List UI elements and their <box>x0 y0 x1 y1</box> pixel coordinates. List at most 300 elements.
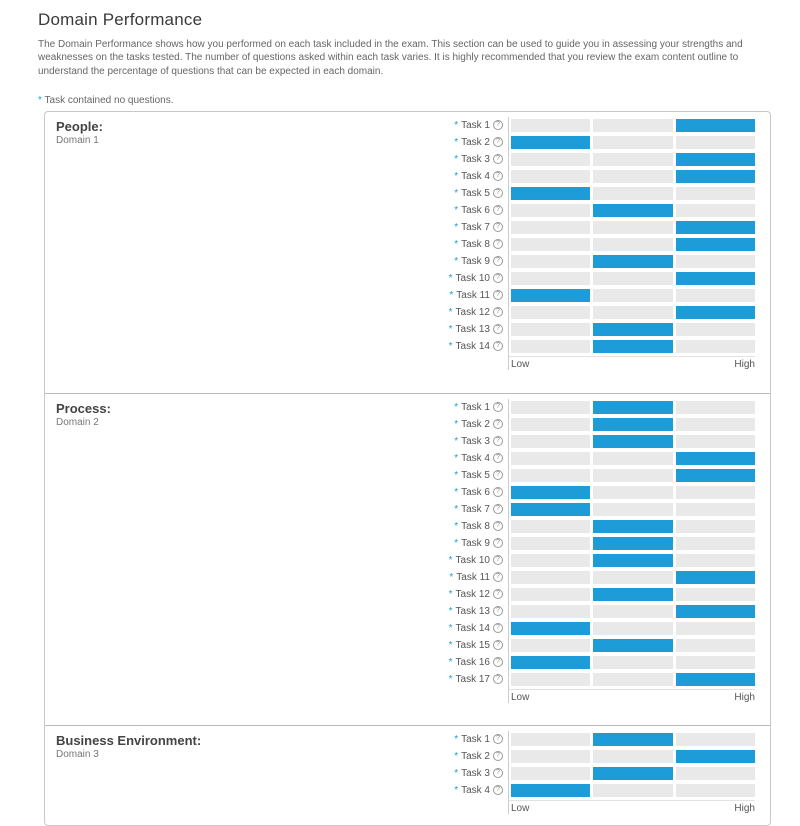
task-bar-row <box>509 731 755 748</box>
task-label-row <box>450 552 508 569</box>
task-bar-row <box>509 501 755 518</box>
task-bar-track <box>509 221 755 234</box>
task-bar-segment <box>676 340 755 353</box>
domain-title: Business Environment: <box>56 732 202 748</box>
task-bar-fill <box>676 238 755 251</box>
task-bar-segment <box>676 401 755 414</box>
task-label-row <box>450 321 508 338</box>
task-label-row <box>450 219 508 236</box>
task-label-row <box>450 202 508 219</box>
task-bar-fill <box>593 401 672 414</box>
task-bar-track <box>509 767 755 780</box>
task-bar-segment <box>593 452 672 465</box>
task-bar-segment <box>511 340 590 353</box>
task-info-icon[interactable]: ? <box>493 324 503 334</box>
task-info-icon[interactable]: ? <box>493 256 503 266</box>
domain-task-chart <box>450 731 755 814</box>
task-bar-row <box>509 219 755 236</box>
task-bar-segment <box>511 272 590 285</box>
task-label: Task 16 <box>455 656 490 668</box>
task-bar-track <box>509 605 755 618</box>
task-bar-row <box>509 399 755 416</box>
task-bar-track <box>509 750 755 763</box>
task-bar-segment <box>676 537 755 550</box>
task-bar-segment <box>676 588 755 601</box>
task-bar-segment <box>593 306 672 319</box>
task-bar-track <box>509 520 755 533</box>
task-bar-fill <box>593 588 672 601</box>
task-bar-fill <box>593 639 672 652</box>
task-bar-segment <box>593 136 672 149</box>
task-label: Task 12 <box>455 588 490 600</box>
task-asterisk-marker: * <box>454 170 459 182</box>
task-label-row <box>450 433 508 450</box>
task-label: Task 12 <box>455 306 490 318</box>
task-bar-fill <box>676 221 755 234</box>
task-info-icon[interactable]: ? <box>493 572 503 582</box>
task-label-row <box>450 151 508 168</box>
axis-high-label: High <box>734 358 755 370</box>
task-bar-row <box>509 168 755 185</box>
footnote <box>38 95 771 106</box>
task-bar-row <box>509 304 755 321</box>
task-bar-fill <box>676 750 755 763</box>
task-label-row <box>450 416 508 433</box>
task-bar-column <box>508 731 755 814</box>
task-bar-fill <box>676 170 755 183</box>
task-bar-segment <box>511 323 590 336</box>
task-bar-fill <box>676 119 755 132</box>
task-label-row <box>450 338 508 355</box>
task-bar-segment <box>511 537 590 550</box>
task-label-row <box>450 518 508 535</box>
task-bar-row <box>509 782 755 799</box>
task-label: Task 8 <box>461 520 490 532</box>
task-label-column <box>450 399 508 703</box>
task-label: Task 6 <box>461 204 490 216</box>
task-label-row <box>450 535 508 552</box>
task-bar-row <box>509 637 755 654</box>
task-info-icon[interactable]: ? <box>493 436 503 446</box>
task-bar-segment <box>511 554 590 567</box>
task-bar-segment <box>511 767 590 780</box>
task-bar-segment <box>593 170 672 183</box>
task-bar-row <box>509 671 755 688</box>
task-bar-fill <box>676 469 755 482</box>
domain-section-process <box>45 393 770 725</box>
task-bar-segment <box>676 733 755 746</box>
task-bar-segment <box>511 733 590 746</box>
task-bar-segment <box>593 656 672 669</box>
task-bar-track <box>509 272 755 285</box>
domain-title: People: <box>56 118 103 134</box>
axis-low-label: Low <box>511 358 530 370</box>
task-info-icon[interactable]: ? <box>493 768 503 778</box>
axis-low-label: Low <box>511 802 530 814</box>
task-bar-track <box>509 571 755 584</box>
task-bar-fill <box>676 571 755 584</box>
task-asterisk-marker: * <box>454 401 459 413</box>
task-asterisk-marker: * <box>454 418 459 430</box>
task-bar-fill <box>511 289 590 302</box>
task-label: Task 9 <box>461 255 490 267</box>
task-label: Task 7 <box>461 503 490 515</box>
footnote-text: Task contained no questions. <box>44 94 174 106</box>
task-bar-row <box>509 134 755 151</box>
task-bar-row <box>509 151 755 168</box>
task-label-row <box>450 253 508 270</box>
task-bar-row <box>509 338 755 355</box>
task-bar-segment <box>593 153 672 166</box>
task-bar-segment <box>511 588 590 601</box>
task-asterisk-marker: * <box>454 153 459 165</box>
task-bar-fill <box>593 323 672 336</box>
task-bar-track <box>509 733 755 746</box>
task-asterisk-marker: * <box>454 469 459 481</box>
task-bar-row <box>509 654 755 671</box>
task-label: Task 13 <box>455 605 490 617</box>
task-info-icon[interactable]: ? <box>493 222 503 232</box>
task-bar-row <box>509 253 755 270</box>
task-label: Task 17 <box>455 673 490 685</box>
task-bar-track <box>509 238 755 251</box>
task-asterisk-marker: * <box>454 221 459 233</box>
task-bar-fill <box>676 272 755 285</box>
task-bar-segment <box>593 605 672 618</box>
task-bar-segment <box>593 119 672 132</box>
task-info-icon[interactable]: ? <box>493 640 503 650</box>
task-label: Task 1 <box>461 733 490 745</box>
task-bar-segment <box>676 204 755 217</box>
task-info-icon[interactable]: ? <box>493 137 503 147</box>
task-bar-segment <box>593 673 672 686</box>
task-label-column <box>450 117 508 370</box>
page-title: Domain Performance <box>38 10 203 29</box>
task-bar-row <box>509 552 755 569</box>
task-asterisk-marker: * <box>448 673 453 685</box>
domain-section-business-environment <box>45 725 770 825</box>
task-bar-segment <box>676 784 755 797</box>
task-asterisk-marker: * <box>454 784 459 796</box>
domain-subtitle: Domain 3 <box>56 748 99 760</box>
task-bar-row <box>509 765 755 782</box>
task-label-row <box>450 304 508 321</box>
task-label-row <box>450 467 508 484</box>
task-bar-segment <box>593 272 672 285</box>
task-asterisk-marker: * <box>454 750 459 762</box>
task-asterisk-marker: * <box>454 767 459 779</box>
task-asterisk-marker: * <box>454 119 459 131</box>
task-bar-segment <box>676 622 755 635</box>
task-bar-row <box>509 185 755 202</box>
task-bar-segment <box>511 750 590 763</box>
task-info-icon[interactable]: ? <box>493 239 503 249</box>
task-bar-fill <box>593 733 672 746</box>
task-bar-segment <box>676 187 755 200</box>
task-bar-track <box>509 673 755 686</box>
task-bar-fill <box>511 622 590 635</box>
task-asterisk-marker: * <box>449 289 454 301</box>
task-bar-segment <box>593 622 672 635</box>
task-bar-track <box>509 469 755 482</box>
task-label-row <box>450 236 508 253</box>
task-bar-fill <box>676 306 755 319</box>
task-info-icon[interactable]: ? <box>493 734 503 744</box>
task-asterisk-marker: * <box>454 520 459 532</box>
task-info-icon[interactable]: ? <box>493 504 503 514</box>
task-bar-segment <box>593 469 672 482</box>
task-bar-row <box>509 586 755 603</box>
task-info-icon[interactable]: ? <box>493 487 503 497</box>
task-bar-fill <box>511 486 590 499</box>
task-bar-segment <box>511 238 590 251</box>
task-label: Task 3 <box>461 435 490 447</box>
task-bar-segment <box>676 554 755 567</box>
task-info-icon[interactable]: ? <box>493 188 503 198</box>
task-asterisk-marker: * <box>449 571 454 583</box>
task-asterisk-marker: * <box>454 733 459 745</box>
task-info-icon[interactable]: ? <box>493 341 503 351</box>
task-bar-track <box>509 588 755 601</box>
task-label-row <box>450 501 508 518</box>
task-asterisk-marker: * <box>448 622 453 634</box>
task-bar-segment <box>511 418 590 431</box>
task-label: Task 10 <box>455 554 490 566</box>
task-bar-segment <box>511 571 590 584</box>
task-bar-segment <box>676 656 755 669</box>
task-bar-track <box>509 554 755 567</box>
task-bar-track <box>509 537 755 550</box>
task-bar-row <box>509 202 755 219</box>
domain-subtitle: Domain 2 <box>56 416 99 428</box>
task-asterisk-marker: * <box>448 588 453 600</box>
task-info-icon[interactable]: ? <box>493 154 503 164</box>
task-bar-fill <box>593 767 672 780</box>
task-bar-row <box>509 416 755 433</box>
axis-low-label: Low <box>511 691 530 703</box>
task-label: Task 5 <box>461 187 490 199</box>
task-bar-segment <box>593 187 672 200</box>
task-label-row <box>450 168 508 185</box>
task-label-row <box>450 637 508 654</box>
task-bar-row <box>509 433 755 450</box>
task-label-row <box>450 569 508 586</box>
task-bar-row <box>509 569 755 586</box>
task-asterisk-marker: * <box>454 255 459 267</box>
task-info-icon[interactable]: ? <box>493 674 503 684</box>
task-bar-segment <box>511 204 590 217</box>
task-bar-track <box>509 418 755 431</box>
task-label: Task 14 <box>455 340 490 352</box>
task-label-row <box>450 654 508 671</box>
task-label-row <box>450 782 508 799</box>
task-bar-segment <box>676 435 755 448</box>
task-bar-fill <box>593 435 672 448</box>
task-info-icon[interactable]: ? <box>493 589 503 599</box>
task-bar-row <box>509 467 755 484</box>
task-label-row <box>450 586 508 603</box>
task-label: Task 11 <box>456 289 490 301</box>
task-info-icon[interactable]: ? <box>493 307 503 317</box>
task-asterisk-marker: * <box>448 272 453 284</box>
task-bar-track <box>509 153 755 166</box>
task-bar-segment <box>676 503 755 516</box>
task-bar-fill <box>593 520 672 533</box>
task-label: Task 2 <box>461 418 490 430</box>
task-label-row <box>450 765 508 782</box>
task-bar-track <box>509 204 755 217</box>
task-info-icon[interactable]: ? <box>493 657 503 667</box>
axis-high-label: High <box>734 802 755 814</box>
task-bar-row <box>509 748 755 765</box>
task-label-row <box>450 620 508 637</box>
task-bar-segment <box>676 486 755 499</box>
task-bar-segment <box>593 289 672 302</box>
task-asterisk-marker: * <box>454 435 459 447</box>
task-info-icon[interactable]: ? <box>493 538 503 548</box>
task-bar-row <box>509 270 755 287</box>
task-bar-fill <box>511 503 590 516</box>
task-bar-segment <box>676 323 755 336</box>
task-asterisk-marker: * <box>454 452 459 464</box>
task-asterisk-marker: * <box>448 340 453 352</box>
task-bar-track <box>509 503 755 516</box>
task-info-icon[interactable]: ? <box>493 470 503 480</box>
task-bar-segment <box>593 503 672 516</box>
task-info-icon[interactable]: ? <box>493 453 503 463</box>
domain-subtitle: Domain 1 <box>56 134 99 146</box>
domain-task-chart <box>450 399 755 703</box>
domain-section-people <box>45 112 770 393</box>
task-bar-column <box>508 117 755 370</box>
task-asterisk-marker: * <box>454 238 459 250</box>
task-label: Task 9 <box>461 537 490 549</box>
task-info-icon[interactable]: ? <box>493 555 503 565</box>
task-asterisk-marker: * <box>454 503 459 515</box>
task-bar-segment <box>511 639 590 652</box>
task-label: Task 10 <box>455 272 490 284</box>
task-bar-segment <box>676 520 755 533</box>
task-bar-segment <box>676 255 755 268</box>
task-bar-fill <box>593 255 672 268</box>
page-description: The Domain Performance shows how you performed on each task included in the exam. This section can be used to guide you in assessing your strengths and weaknesses on the tasks tested. The number of questions asked within each task varies. It is highly recommended that you review the exam content outline to understand the percentage of questions that can be expected in each domain. <box>38 39 743 77</box>
task-asterisk-marker: * <box>454 136 459 148</box>
task-bar-track <box>509 656 755 669</box>
task-bar-segment <box>511 452 590 465</box>
task-bar-track <box>509 187 755 200</box>
task-label: Task 7 <box>461 221 490 233</box>
task-asterisk-marker: * <box>448 605 453 617</box>
task-label-row <box>450 287 508 304</box>
task-label-row <box>450 450 508 467</box>
domain-performance-panel <box>44 111 771 826</box>
task-bar-segment <box>511 520 590 533</box>
task-info-icon[interactable]: ? <box>493 120 503 130</box>
task-bar-column <box>508 399 755 703</box>
task-label: Task 2 <box>461 136 490 148</box>
task-label-row <box>450 399 508 416</box>
task-info-icon[interactable]: ? <box>493 402 503 412</box>
task-info-icon[interactable]: ? <box>493 290 503 300</box>
task-info-icon[interactable]: ? <box>493 273 503 283</box>
task-bar-fill <box>511 656 590 669</box>
task-bar-fill <box>593 418 672 431</box>
task-bar-track <box>509 119 755 132</box>
task-info-icon[interactable]: ? <box>493 171 503 181</box>
task-bar-row <box>509 518 755 535</box>
task-bar-track <box>509 622 755 635</box>
task-bar-fill <box>511 187 590 200</box>
task-asterisk-marker: * <box>454 486 459 498</box>
task-label: Task 4 <box>461 170 490 182</box>
task-label: Task 4 <box>461 784 490 796</box>
task-bar-row <box>509 603 755 620</box>
task-bar-fill <box>593 537 672 550</box>
task-bar-track <box>509 306 755 319</box>
task-bar-segment <box>676 289 755 302</box>
task-bar-track <box>509 170 755 183</box>
task-label: Task 4 <box>461 452 490 464</box>
task-info-icon[interactable]: ? <box>493 785 503 795</box>
task-bar-segment <box>511 119 590 132</box>
task-bar-segment <box>511 401 590 414</box>
task-bar-row <box>509 535 755 552</box>
task-bar-track <box>509 289 755 302</box>
task-bar-segment <box>593 750 672 763</box>
task-bar-fill <box>593 340 672 353</box>
task-bar-segment <box>593 784 672 797</box>
task-info-icon[interactable]: ? <box>493 521 503 531</box>
task-label-row <box>450 748 508 765</box>
task-label: Task 11 <box>456 571 490 583</box>
task-bar-track <box>509 452 755 465</box>
task-asterisk-marker: * <box>454 187 459 199</box>
task-bar-track <box>509 435 755 448</box>
task-label: Task 15 <box>455 639 490 651</box>
domain-title: Process: <box>56 400 111 416</box>
domain-header <box>56 731 450 760</box>
task-bar-track <box>509 340 755 353</box>
task-asterisk-marker: * <box>448 554 453 566</box>
task-bar-segment <box>511 605 590 618</box>
task-info-icon[interactable]: ? <box>493 419 503 429</box>
footnote-asterisk-marker: * <box>38 94 42 106</box>
task-bar-segment <box>676 136 755 149</box>
task-info-icon[interactable]: ? <box>493 606 503 616</box>
task-label: Task 1 <box>461 119 490 131</box>
task-info-icon[interactable]: ? <box>493 205 503 215</box>
axis-labels <box>509 800 755 814</box>
task-bar-track <box>509 323 755 336</box>
task-bar-row <box>509 620 755 637</box>
task-bar-fill <box>676 452 755 465</box>
task-info-icon[interactable]: ? <box>493 623 503 633</box>
task-info-icon[interactable]: ? <box>493 751 503 761</box>
task-bar-segment <box>511 469 590 482</box>
task-asterisk-marker: * <box>454 537 459 549</box>
task-bar-row <box>509 484 755 501</box>
task-bar-fill <box>676 153 755 166</box>
task-bar-row <box>509 450 755 467</box>
task-label-row <box>450 117 508 134</box>
axis-labels <box>509 689 755 703</box>
task-bar-segment <box>593 486 672 499</box>
task-bar-track <box>509 784 755 797</box>
task-label-column <box>450 731 508 814</box>
axis-high-label: High <box>734 691 755 703</box>
task-bar-segment <box>593 571 672 584</box>
task-label: Task 8 <box>461 238 490 250</box>
